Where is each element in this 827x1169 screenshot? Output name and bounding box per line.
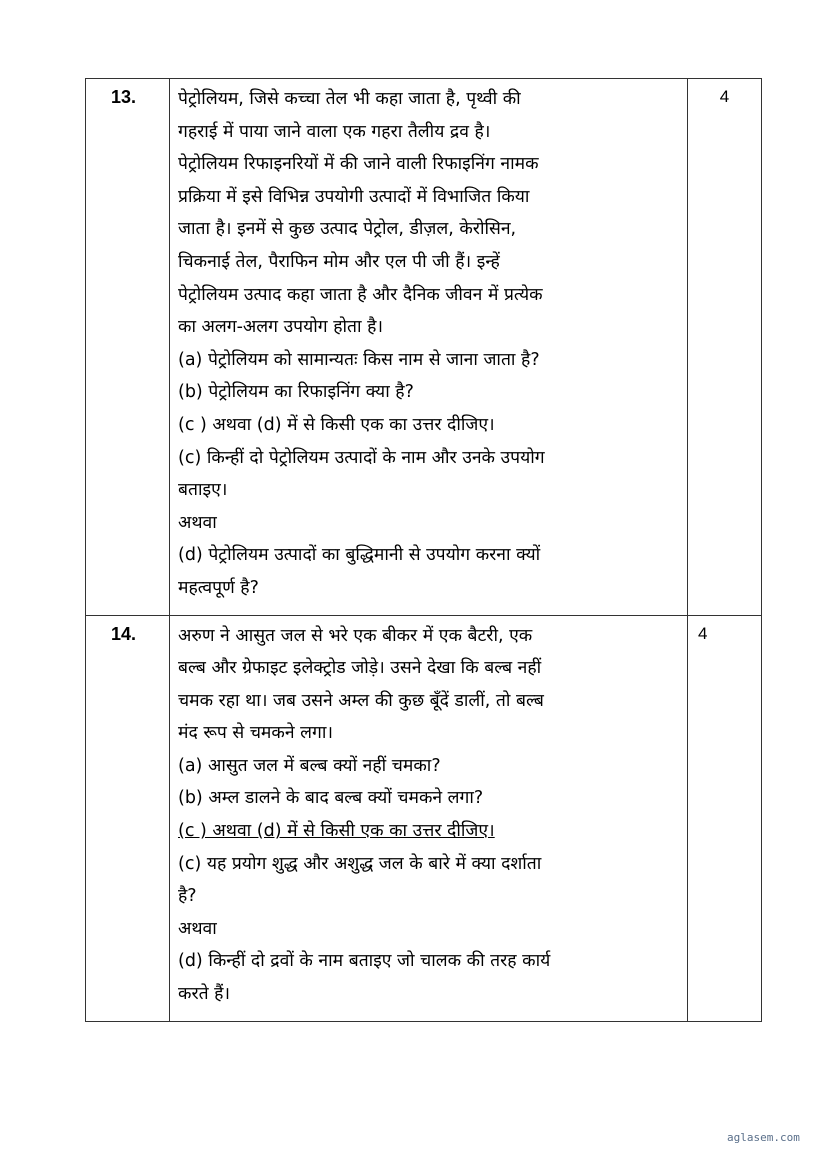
- question-marks: 4: [688, 615, 762, 1021]
- text-line: (d) किन्हीं दो द्रवों के नाम बताइए जो चालक की तरह कार्य: [178, 951, 551, 972]
- text-line: चमक रहा था। जब उसने अम्ल की कुछ बूँदें डालीं, तो बल्ब: [178, 690, 544, 711]
- text-line: (b) अम्ल डालने के बाद बल्ब क्यों चमकने लगा?: [178, 788, 484, 809]
- text-line: गहराई में पाया जाने वाला एक गहरा तैलीय द्रव है।: [178, 121, 491, 142]
- text-line: है?: [178, 886, 197, 907]
- question-text: [170, 79, 688, 616]
- text-line: अथवा: [178, 918, 217, 939]
- text-line: जाता है। इनमें से कुछ उत्पाद पेट्रोल, डीज़ल, केरोसिन,: [178, 219, 517, 240]
- text-line: पेट्रोलियम उत्पाद कहा जाता है और दैनिक जीवन में प्रत्येक: [178, 284, 543, 305]
- text-line: चिकनाई तेल, पैराफिन मोम और एल पी जी हैं। इन्हें: [178, 251, 500, 272]
- text-line: (c ) अथवा (d) में से किसी एक का उत्तर दीजिए।: [178, 414, 495, 435]
- question-marks: 4: [688, 79, 762, 616]
- question-number: 13.: [86, 79, 170, 616]
- text-line: का अलग-अलग उपयोग होता है।: [178, 317, 384, 338]
- question-table: [85, 78, 762, 1022]
- text-line: (a) पेट्रोलियम को सामान्यतः किस नाम से जाना जाता है?: [178, 349, 540, 370]
- text-line: (c) किन्हीं दो पेट्रोलियम उत्पादों के नाम और उनके उपयोग: [178, 447, 545, 468]
- text-line: बताइए।: [178, 480, 228, 501]
- text-line: (d) पेट्रोलियम उत्पादों का बुद्धिमानी से उपयोग करना क्यों: [178, 545, 541, 566]
- question-row-13: [86, 79, 762, 616]
- question-row-14: [86, 615, 762, 1021]
- text-line: प्रक्रिया में इसे विभिन्न उपयोगी उत्पादों में विभाजित किया: [178, 186, 530, 207]
- text-line: महत्वपूर्ण है?: [178, 577, 259, 598]
- text-line: (c ) अथवा (d) में से किसी एक का उत्तर दीजिए।: [178, 821, 495, 842]
- text-line: पेट्रोलियम, जिसे कच्चा तेल भी कहा जाता है, पृथ्वी की: [178, 89, 521, 109]
- text-line: अरुण ने आसुत जल से भरे एक बीकर में एक बैटरी, एक: [178, 625, 533, 646]
- text-line: (a) आसुत जल में बल्ब क्यों नहीं चमका?: [178, 755, 441, 776]
- text-line: बल्ब और ग्रेफाइट इलेक्ट्रोड जोड़े। उसने देखा कि बल्ब नहीं: [178, 658, 542, 679]
- question-number: 14.: [86, 615, 170, 1021]
- question-text: [170, 615, 688, 1021]
- watermark-footer: aglasem.com: [727, 1131, 800, 1144]
- text-line: करते हैं।: [178, 984, 231, 1005]
- text-line: (b) पेट्रोलियम का रिफाइनिंग क्या है?: [178, 382, 414, 403]
- text-line: अथवा: [178, 512, 217, 533]
- text-line: पेट्रोलियम रिफाइनरियों में की जाने वाली रिफाइनिंग नामक: [178, 154, 539, 175]
- text-line: (c) यह प्रयोग शुद्ध और अशुद्ध जल के बारे में क्या दर्शाता: [178, 853, 542, 874]
- text-line: मंद रूप से चमकने लगा।: [178, 723, 333, 744]
